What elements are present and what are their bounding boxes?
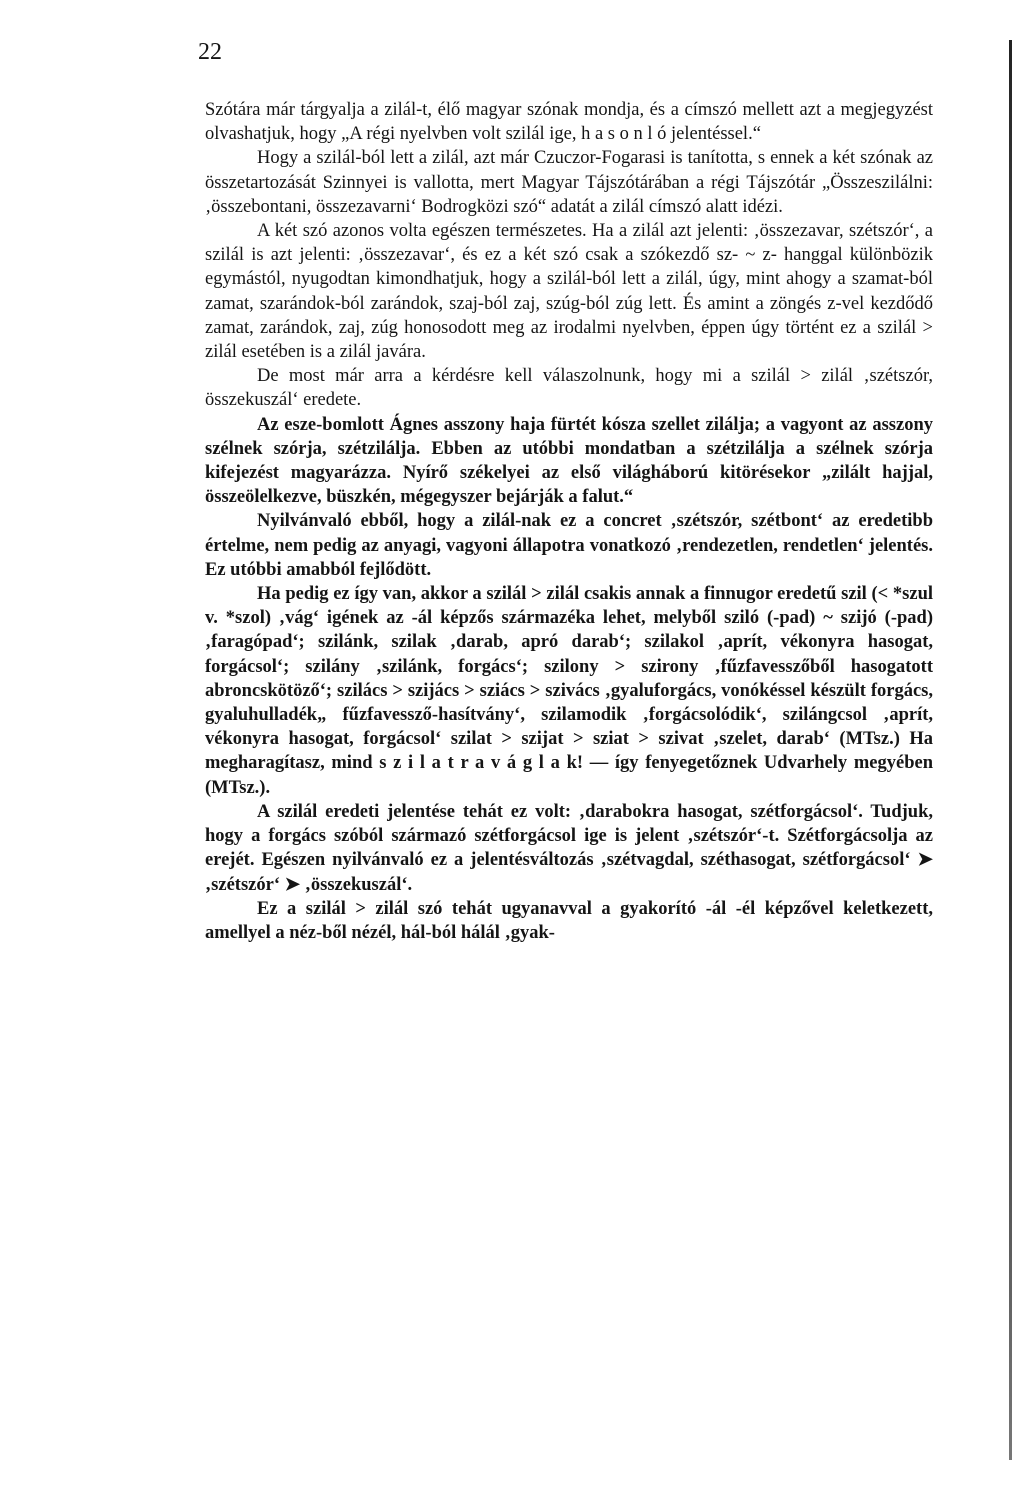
paragraph-5: Az esze-bomlott Ágnes asszony haja fürtét kósza szellet zilálja; a vagyont az asszony szélnek szórja, szétzilálja. Ebben az utóbbi mondatban a szétzilálja a szélnek szórja kifejezést magyarázza. Nyírő székelyei az első világháború kitörésekor „zilált hajjal, összeölelkezve, büszkén, mégegyszer bejárják a falut.“	[205, 414, 933, 508]
paragraph-4: De most már arra a kérdésre kell válaszolnunk, hogy mi a szilál > zilál ‚szétszór, összekuszál‘ eredete.	[205, 366, 933, 411]
paragraph-1: Szótára már tárgyalja a zilál-t, élő magyar szónak mondja, és a címszó mellett azt a megjegyzést olvashatjuk, hogy „A régi nyelvben volt szilál ige, h a s o n l ó jelentéssel.“	[205, 100, 933, 145]
paragraph-6: Nyilvánvaló ebből, hogy a zilál-nak ez a concret ‚szétszór, szétbont‘ az eredetibb értelme, nem pedig az anyagi, vagyoni állapotra vonatkozó ‚rendezetlen, rendetlen‘ jelentés. Ez utóbbi amabból fejlődött.	[205, 511, 933, 580]
paragraph-7: Ha pedig ez így van, akkor a szilál > zilál csakis annak a finnugor eredetű szil (< *szul v. *szol) ‚vág‘ igének az -ál képzős származéka lehet, melyből sziló (-pad) ~ szijó (-pad) ‚faragópad‘; szilánk, szilak ‚darab, apró darab‘; szilakol ‚aprít, vékonyra hasogat, forgácsol‘; szilány ‚szilánk, forgács‘; szilony > szirony ‚fűzfavesszőből hasogatott abroncskötöző‘; szilács > szijács > sziács > szivács ‚gyaluforgács, vonókéssel készült forgács, gyaluhulladék„ fűzfavessző-hasítvány‘, szilamodik ‚forgácsolódik‘, szilángcsol ‚aprít, vékonyra hasogat, forgácsol‘ szilat > szijat > sziat > szivat ‚szelet, darab‘ (MTsz.) Ha megharagítasz, mind s z i l a t r a v á g l a k! — így fenyegetőznek Udvarhely megyében (MTsz.).	[205, 584, 933, 798]
paragraph-3: A két szó azonos volta egészen természetes. Ha a zilál azt jelenti: ‚összezavar, szétszór‘, a szilál is azt jelenti: ‚összezavar‘, és ez a két szó csak a szókezdő sz- ~ z- hanggal különbözik egymástól, nyugodtan kimondhatjuk, hogy a szilál-ból lett a zilál, úgy, mint ahogy a szamat-ból zamat, szarándok-ból zarándok, szaj-ból zaj, szúg-ból zúg lett. És amint a zöngés z-vel kezdődő zamat, zarándok, zaj, zúg honosodott meg az irodalmi nyelvben, éppen úgy történt ez a szilál > zilál esetében is a zilál javára.	[205, 221, 933, 363]
page-number: 22	[198, 39, 222, 65]
paragraph-9: Ez a szilál > zilál szó tehát ugyanavval a gyakorító -ál -él képzővel keletkezett, amellyel a néz-ből nézél, hál-ból hálál ‚gyak-	[205, 898, 933, 943]
paragraph-2: Hogy a szilál-ból lett a zilál, azt már Czuczor-Fogarasi is tanította, s ennek a két szónak az összetartozását Szinnyei is vallotta, mert Magyar Tájszótárában a régi Tájszótár „Összeszilálni: ‚összebontani, összezavarni‘ Bodrogközi szó“ adatát a zilál címszó alatt idézi.	[205, 148, 933, 217]
paragraph-8: A szilál eredeti jelentése tehát ez volt: ‚darabokra hasogat, szétforgácsol‘. Tudjuk, hogy a forgács szóból származó szétforgácsol ige is jelent ‚szétszór‘-t. Szétforgácsolja az erejét. Egészen nyilvánvaló ez a jelentésváltozás ‚szétvagdal, széthasogat, szétforgácsol‘ ➤ ‚szétszór‘ ➤ ‚összekuszál‘.	[205, 801, 933, 895]
page-edge-shadow	[1009, 40, 1012, 1460]
body-text	[205, 98, 933, 945]
